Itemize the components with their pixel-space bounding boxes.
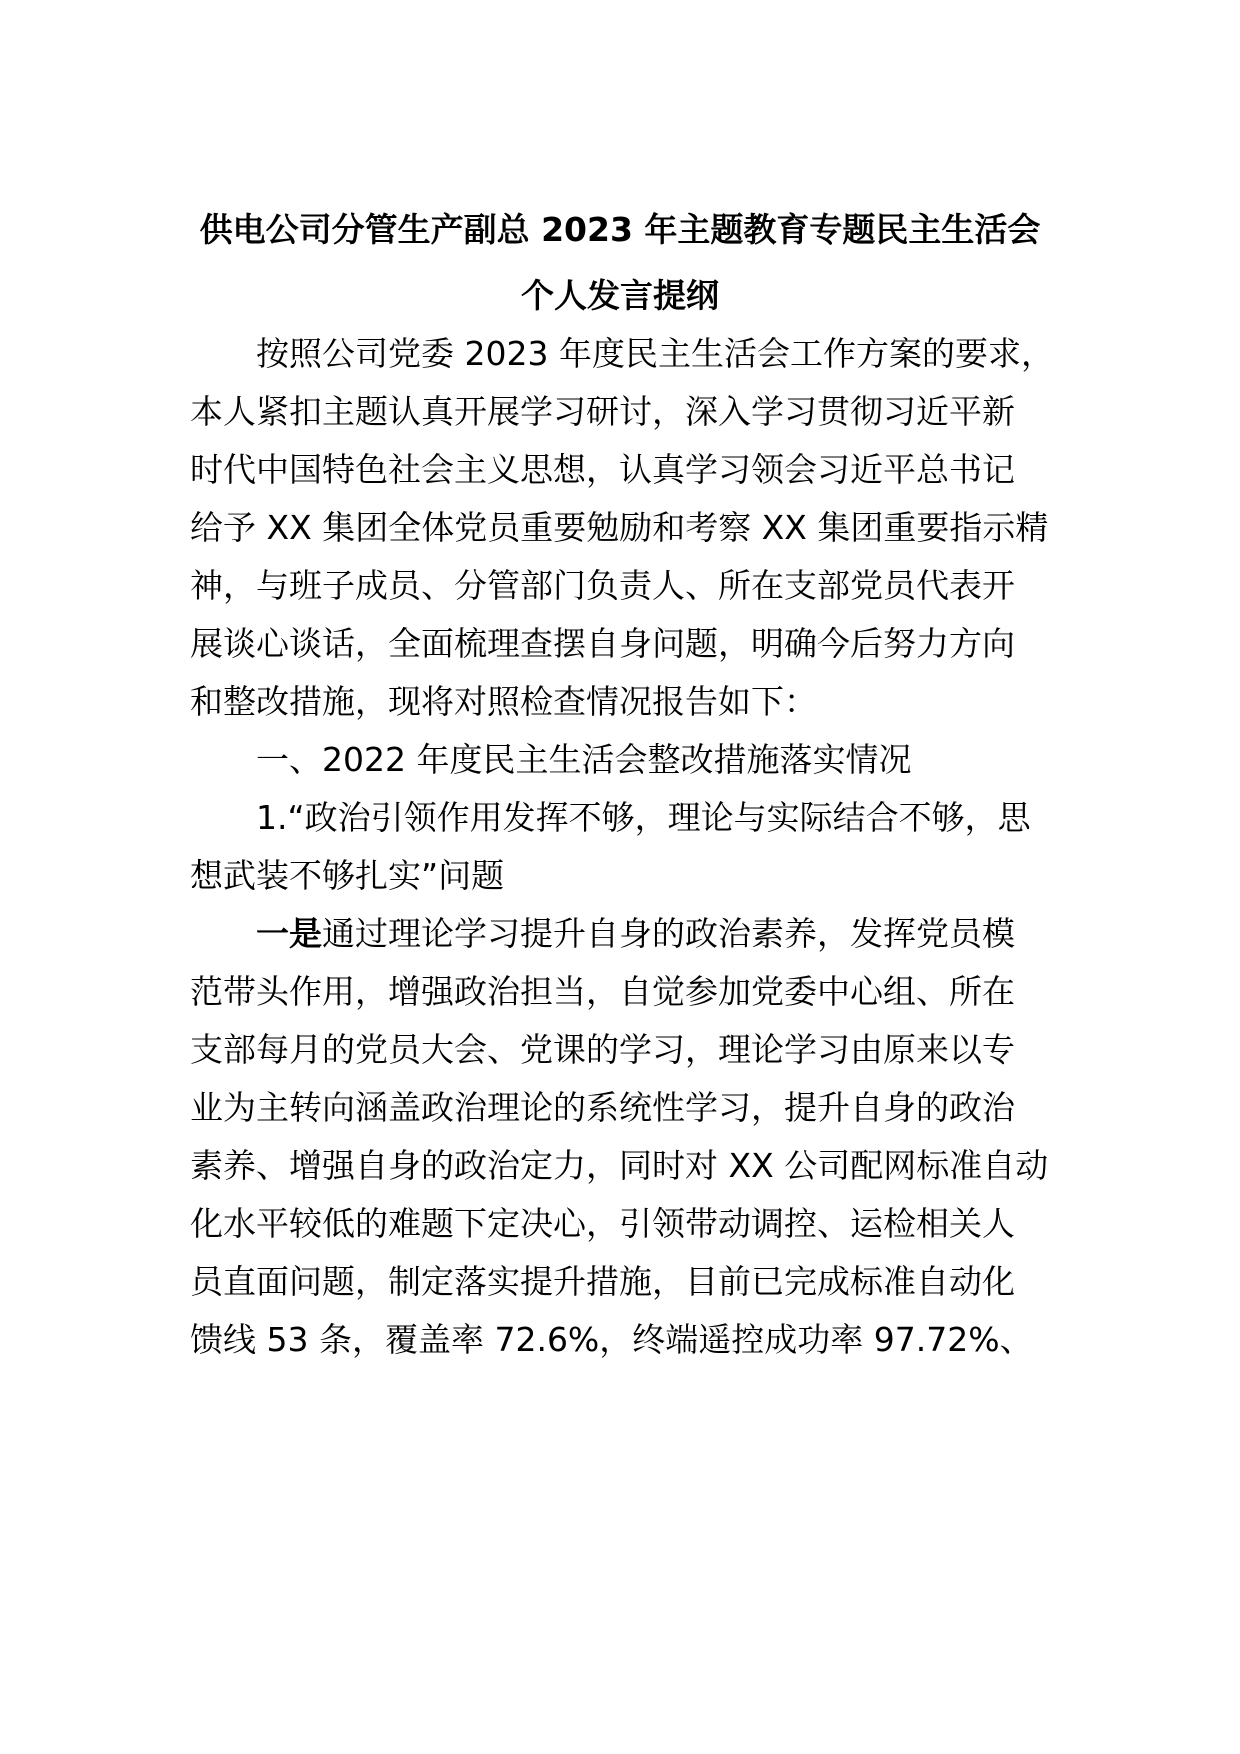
paragraph-line [256,914,1015,954]
paragraph-line: 本人紧扣主题认真开展学习研讨，深入学习贯彻习近平新 [190,392,1015,431]
paragraph-line: 时代中国特色社会主义思想，认真学习领会习近平总书记 [190,450,1015,489]
paragraph-line-text: 通过理论学习提升自身的政治素养，发挥党员模 [322,914,1015,953]
paragraph-line: 和整改措施，现将对照检查情况报告如下： [190,682,817,721]
paragraph-line: 按照公司党委 2023 年度民主生活会工作方案的要求， [256,334,1054,373]
section-heading: 一、2022 年度民主生活会整改措施落实情况 [256,740,912,779]
paragraph-line: 业为主转向涵盖政治理论的系统性学习，提升自身的政治 [190,1088,1015,1127]
paragraph-line: 范带头作用，增强政治担当，自觉参加党委中心组、所在 [190,972,1015,1011]
paragraph-line: 化水平较低的难题下定决心，引领带动调控、运检相关人 [190,1204,1015,1243]
lead-bold-text: 一是 [256,914,322,953]
paragraph-line: 馈线 53 条，覆盖率 72.6%，终端遥控成功率 97.72%、 [190,1320,1033,1359]
paragraph-line: 支部每月的党员大会、党课的学习，理论学习由原来以专 [190,1030,1015,1069]
paragraph-line: 素养、增强自身的政治定力，同时对 XX 公司配网标准自动 [190,1146,1049,1185]
document-title-line-2: 个人发言提纲 [521,276,719,315]
paragraph-line: 员直面问题，制定落实提升措施，目前已完成标准自动化 [190,1262,1015,1301]
document-title-line-1: 供电公司分管生产副总 2023 年主题教育专题民主生活会 [199,210,1041,249]
subsection-heading-line: 1.“政治引领作用发挥不够，理论与实际结合不够，思 [256,798,1031,837]
paragraph-line: 给予 XX 集团全体党员重要勉励和考察 XX 集团重要指示精 [190,508,1049,547]
subsection-heading-line: 想武装不够扎实”问题 [190,856,505,895]
paragraph-line: 展谈心谈话，全面梳理查摆自身问题，明确今后努力方向 [190,624,1015,663]
paragraph-line: 神，与班子成员、分管部门负责人、所在支部党员代表开 [190,566,1015,605]
